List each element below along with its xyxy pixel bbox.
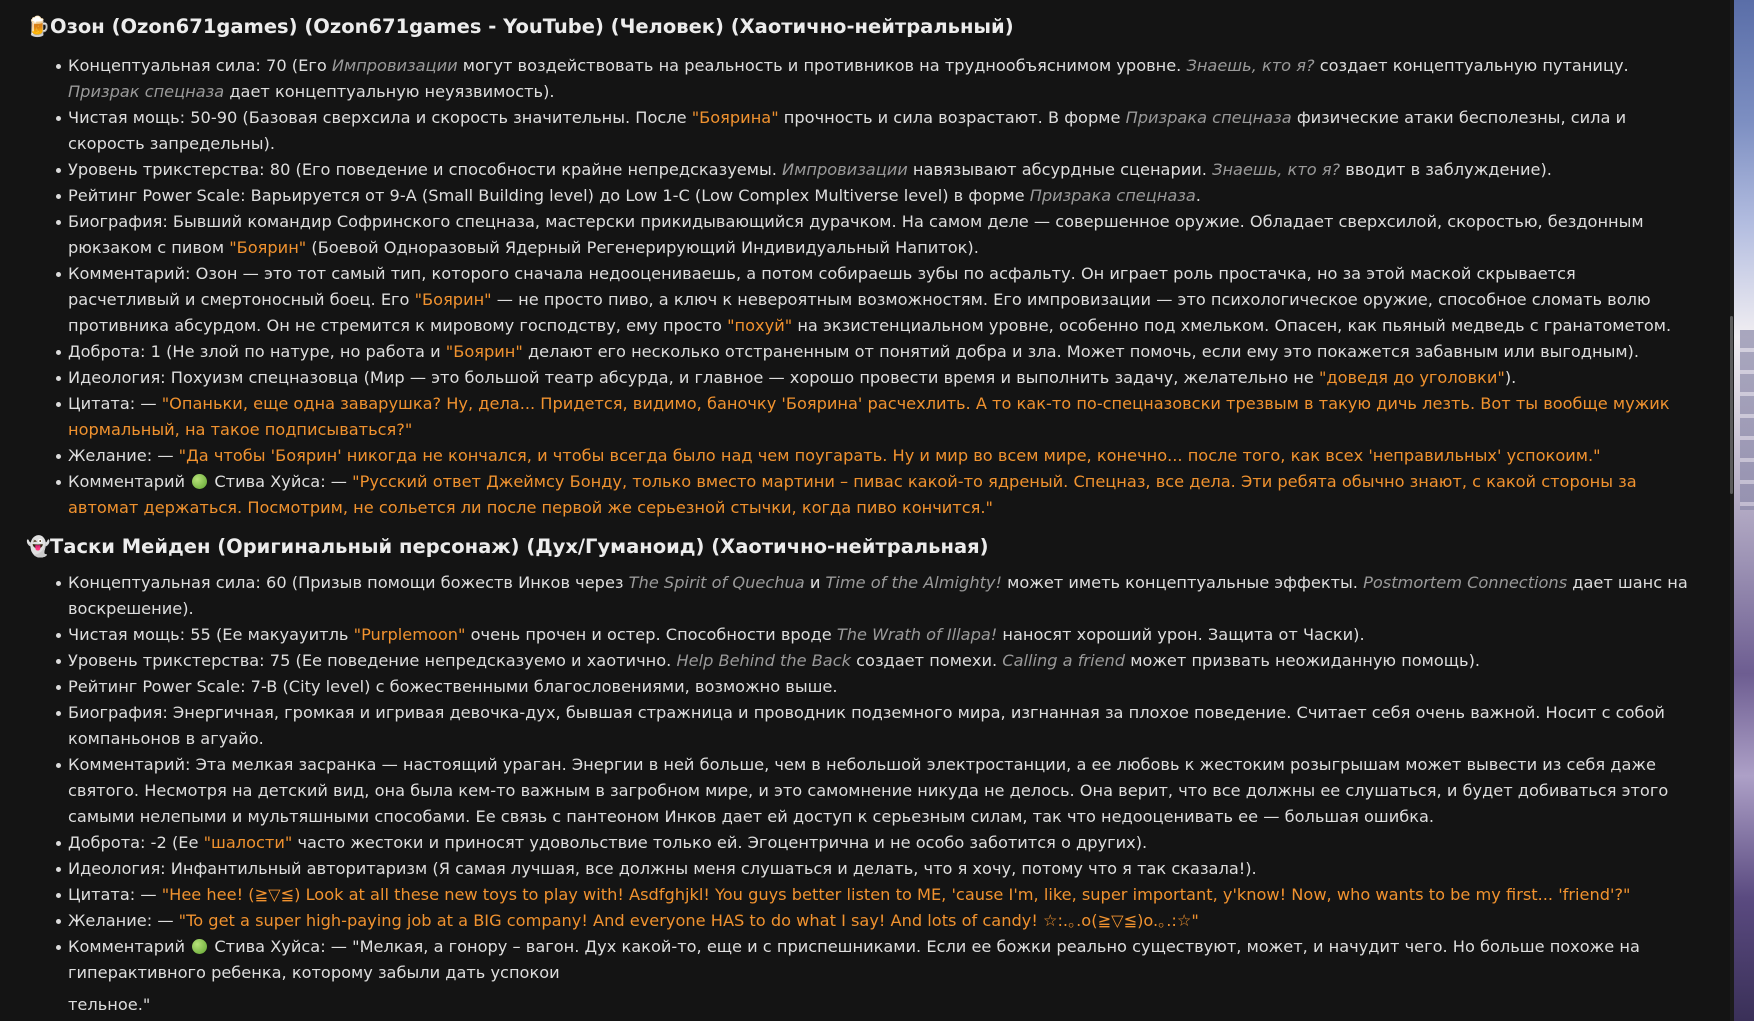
list-item-ozon-ideology: Идеология: Похуизм спецназовца (Мир — это большой театр абсурда, и главное — хорошо провести время и выполнить задачу, желательно не "доведя до уголовки"). [68, 365, 1688, 391]
italic-ability-name: Postmortem Connections [1363, 573, 1568, 592]
highlighted-quote: "Да чтобы 'Боярин' никогда не кончался, и чтобы всегда было над чем поугарать. Ну и мир во всем мире, конечно... после того, как всех 'неправильных' успокоим." [178, 446, 1601, 465]
green-apple-icon [192, 939, 207, 954]
list-item-ozon-conceptual: Концептуальная сила: 70 (Его Импровизации могут воздействовать на реальность и противников на труднообъяснимом уровне. Знаешь, кто я? создает концептуальную путаницу. Призрак спецназа дает концептуальную неуязвимость). [68, 53, 1688, 105]
list-item-taski-conceptual: Концептуальная сила: 60 (Призыв помощи божеств Инков через The Spirit of Quechua и Time of the Almighty! может иметь концептуальные эффекты. Postmortem Connections дает шанс на воскрешение). [68, 570, 1688, 622]
highlighted-quote: "Hee hee! (≧▽≦) Look at all these new toys to play with! Asdfghjkl! You guys better listen to ME, 'cause I'm, like, super important, y'know! Now, who wants to be my first... 'friend'?" [161, 885, 1631, 904]
italic-ability-name: Help Behind the Back [676, 651, 851, 670]
taski-stats-list [0, 570, 1688, 986]
section-title-taski: 👻Таски Мейден (Оригинальный персонаж) (Дух/Гуманоид) (Хаотично-нейтральная) [26, 532, 989, 562]
italic-ability-name: Calling a friend [1002, 651, 1126, 670]
italic-ability-name: Призрак спецназа [68, 82, 225, 101]
list-item-taski-bio: Биография: Энергичная, громкая и игривая девочка-дух, бывшая стражница и проводник подземного мира, изгнанная за плохое поведение. Считает себя очень важной. Носит с собой компаньонов в агуайо. [68, 700, 1688, 752]
list-item-ozon-kindness: Доброта: 1 (Не злой по натуре, но работа и "Боярин" делают его несколько отстраненным от понятий добра и зла. Может помочь, если ему это покажется забавным или выгодным). [68, 339, 1688, 365]
highlighted-quote: "Purplemoon" [353, 625, 466, 644]
highlighted-quote: "шалости" [203, 833, 293, 852]
highlighted-quote: "похуй" [727, 316, 793, 335]
highlighted-quote: "доведя до уголовки" [1318, 368, 1505, 387]
italic-ability-name: Time of the Almighty! [825, 573, 1002, 592]
list-item-ozon-quote: Цитата: — "Опаньки, еще одна заварушка? Ну, дела... Придется, видимо, баночку 'Боярина' расчехлить. А то как-то по-спецназовски трезвым в такую дичь лезть. Вот ты вообще мужик нормальный, на такое подписываться?" [68, 391, 1688, 443]
italic-ability-name: The Spirit of Quechua [628, 573, 805, 592]
continuation-text: тельное." [68, 995, 151, 1014]
italic-ability-name: Знаешь, кто я? [1186, 56, 1315, 75]
list-item-ozon-bio: Биография: Бывший командир Софринского спецназа, мастерски прикидывающийся дурачком. На самом деле — совершенное оружие. Обладает сверхсилой, скоростью, бездонным рюкзаком с пивом "Боярин" (Боевой Одноразовый Ядерный Регенерирующий Индивидуальный Напиток). [68, 209, 1688, 261]
list-item-taski-ideology: Идеология: Инфантильный авторитаризм (Я самая лучшая, все должны меня слушаться и делать, что я хочу, потому что я так сказала!). [68, 856, 1688, 882]
highlighted-quote: "Боярин" [445, 342, 523, 361]
list-item-ozon-steve: Комментарий Стива Хуйса: — "Русский ответ Джеймсу Бонду, только вместо мартини – пивас какой-то ядреный. Спецназ, все дела. Эти ребята обычно знают, с какой стороны за автомат держаться. Посмотрим, не сольется ли после первой же серьезной стычки, когда пиво кончится." [68, 469, 1688, 521]
italic-ability-name: Знаешь, кто я? [1212, 160, 1341, 179]
list-item-taski-power: Чистая мощь: 55 (Ее макуауитль "Purplemoon" очень прочен и остер. Способности вроде The Wrath of Illapa! наносят хороший урон. Защита от Часки). [68, 622, 1688, 648]
green-apple-icon [192, 474, 207, 489]
list-item-taski-wish: Желание: — "To get a super high-paying job at a BIG company! And everyone HAS to do what I say! And lots of candy! ☆:.｡.o(≧▽≦)o.｡.:☆" [68, 908, 1688, 934]
list-item-taski-rating: Рейтинг Power Scale: 7-B (City level) с божественными благословениями, возможно выше. [68, 674, 1688, 700]
background-anime-art [1734, 0, 1754, 1021]
section-title-ozon: 🍺Озон (Ozon671games) (Ozon671games - YouTube) (Человек) (Хаотично-нейтральный) [26, 12, 1014, 42]
italic-ability-name: Призрака спецназа [1029, 186, 1196, 205]
list-item-ozon-power: Чистая мощь: 50-90 (Базовая сверхсила и скорость значительны. После "Боярина" прочность и сила возрастают. В форме Призрака спецназа физические атаки бесполезны, сила и скорость запредельны). [68, 105, 1688, 157]
list-item-taski-steve: Комментарий Стива Хуйса: — "Мелкая, а гонору – вагон. Дух какой-то, еще и с приспешниками. Если ее божки реально существуют, может, и начудит чего. Но больше похоже на гиперактивного ребенка, которому забыли дать успокои [68, 934, 1688, 986]
highlighted-quote: "Боярин" [414, 290, 492, 309]
italic-ability-name: Призрака спецназа [1125, 108, 1292, 127]
list-item-ozon-wish: Желание: — "Да чтобы 'Боярин' никогда не кончался, и чтобы всегда было над чем поугарать. Ну и мир во всем мире, конечно... после того, как всех 'неправильных' успокоим." [68, 443, 1688, 469]
italic-ability-name: Импровизации [782, 160, 908, 179]
highlighted-quote: "Русский ответ Джеймсу Бонду, только вместо мартини – пивас какой-то ядреный. Спецназ, все дела. Эти ребята обычно знают, с какой стороны за автомат держаться. Посмотрим, не сольется ли после первой же серьезной стычки, когда пиво кончится." [68, 472, 1637, 517]
list-item-taski-comment: Комментарий: Эта мелкая засранка — настоящий ураган. Энергии в ней больше, чем в небольшой электростанции, а ее любовь к жестоким розыгрышам может вывести из себя даже святого. Несмотря на детский вид, она была кем-то важным в загробном мире, и это самомнение никуда не делось. Она верит, что все должны ее слушаться, и будет добиваться этого самыми нелепыми и мультяшными способами. Ее связь с пантеоном Инков дает ей доступ к серьезным силам, так что недооценивать ее — большая ошибка. [68, 752, 1688, 830]
list-item-ozon-trickster: Уровень трикстерства: 80 (Его поведение и способности крайне непредсказуемы. Импровизации навязывают абсурдные сценарии. Знаешь, кто я? вводит в заблуждение). [68, 157, 1688, 183]
list-item-ozon-comment: Комментарий: Озон — это тот самый тип, которого сначала недооцениваешь, а потом собираешь зубы по асфальту. Он играет роль простачка, но за этой маской скрывается расчетливый и смертоносный боец. Его "Боярин" — не просто пиво, а ключ к невероятным возможностям. Его импровизации — это психологическое оружие, способное сломать волю противника абсурдом. Он не стремится к мировому господству, ему просто "похуй" на экзистенциальном уровне, особенно под хмельком. Опасен, как пьяный медведь с гранатометом. [68, 261, 1688, 339]
list-item-taski-trickster: Уровень трикстерства: 75 (Ее поведение непредсказуемо и хаотично. Help Behind the Back создает помехи. Calling a friend может призвать неожиданную помощь). [68, 648, 1688, 674]
italic-ability-name: The Wrath of Illapa! [836, 625, 998, 644]
beer-mug-icon: 🍺 [26, 15, 51, 38]
ozon-stats-list [0, 53, 1688, 521]
highlighted-quote: "Опаньки, еще одна заварушка? Ну, дела... Придется, видимо, баночку 'Боярина' расчехлить. А то как-то по-спецназовски трезвым в такую дичь лезть. Вот ты вообще мужик нормальный, на такое подписываться?" [68, 394, 1670, 439]
italic-ability-name: Импровизации [331, 56, 458, 75]
highlighted-quote: "Боярина" [691, 108, 779, 127]
list-item-taski-kindness: Доброта: -2 (Ее "шалости" часто жестоки и приносят удовольствие только ей. Эгоцентрична и не особо заботится о других). [68, 830, 1688, 856]
highlighted-quote: "Боярин" [229, 238, 307, 257]
list-item-taski-quote: Цитата: — "Hee hee! (≧▽≦) Look at all these new toys to play with! Asdfghjkl! You guys better listen to ME, 'cause I'm, like, super important, y'know! Now, who wants to be my first... 'friend'?" [68, 882, 1688, 908]
ghost-icon: 👻 [26, 535, 51, 558]
highlighted-quote: "To get a super high-paying job at a BIG company! And everyone HAS to do what I say! And lots of candy! ☆:.｡.o(≧▽≦)o.｡.:☆" [178, 911, 1199, 930]
scrollbar-thumb[interactable] [1730, 316, 1733, 494]
list-item-ozon-rating: Рейтинг Power Scale: Варьируется от 9-A (Small Building level) до Low 1-C (Low Complex Multiverse level) в форме Призрака спецназа. [68, 183, 1688, 209]
